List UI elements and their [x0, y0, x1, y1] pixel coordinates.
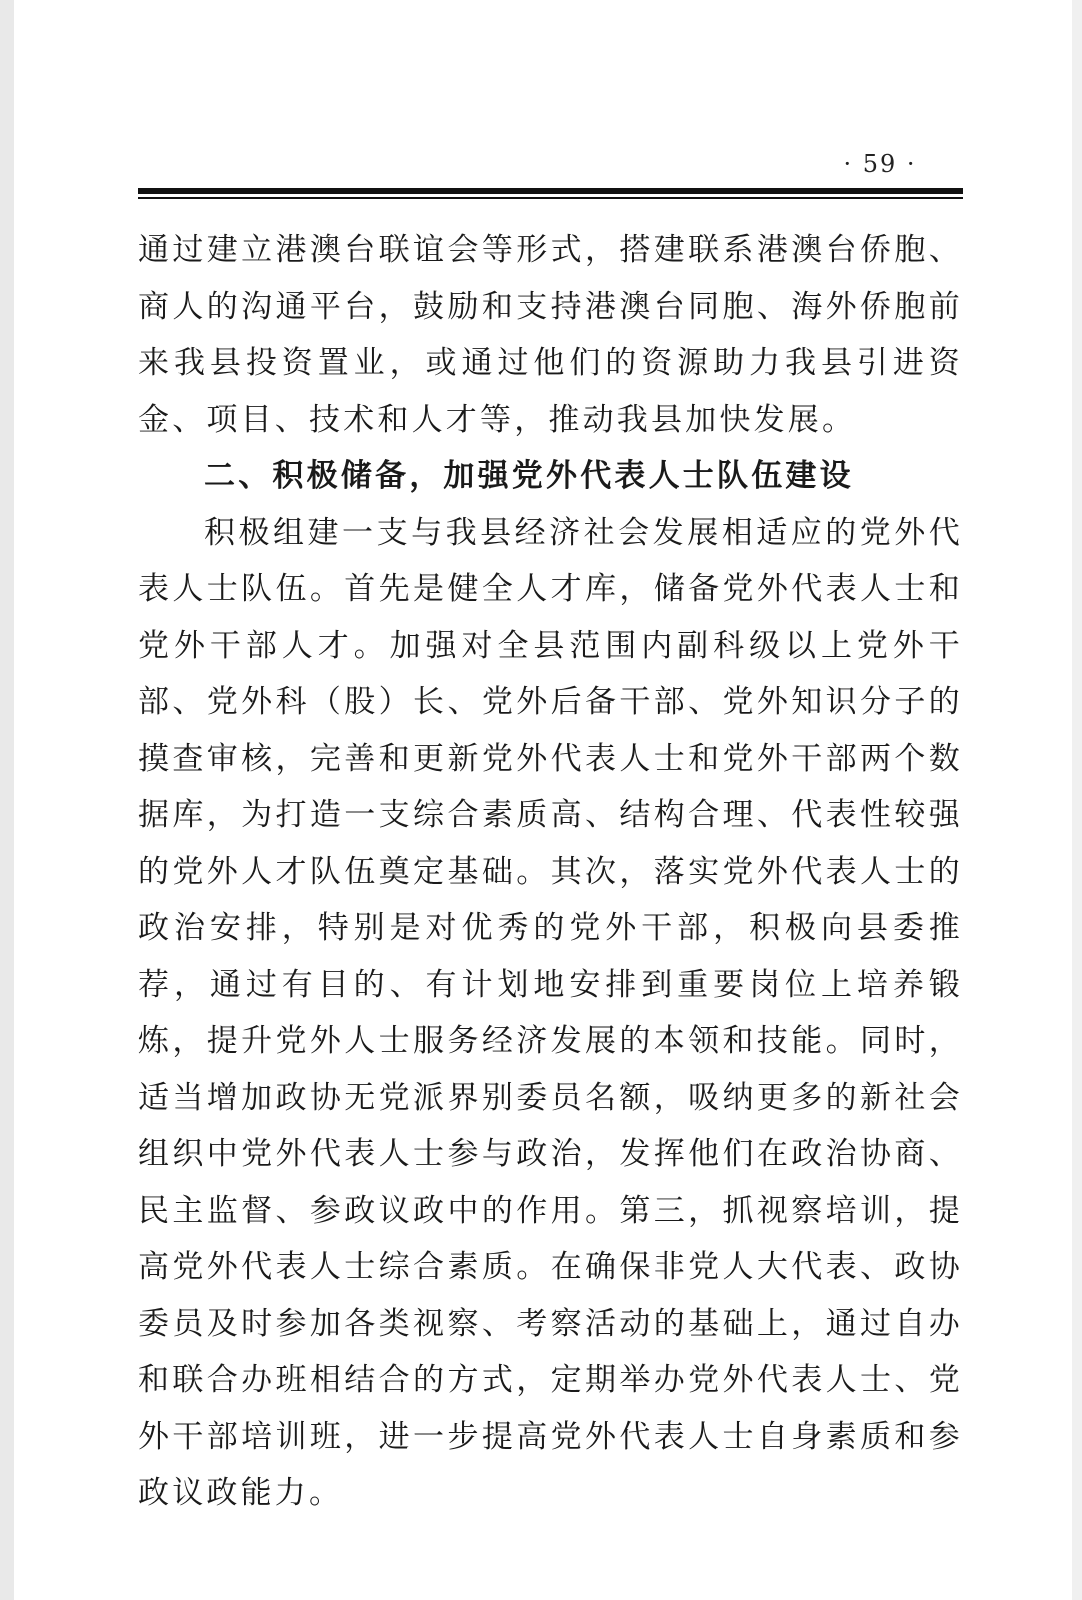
- paragraph-1: 通过建立港澳台联谊会等形式，搭建联系港澳台侨胞、商人的沟通平台，鼓励和支持港澳台同胞、海外侨胞前来我县投资置业，或通过他们的资源助力我县引进资金、项目、技术和人才等，推动我县加快发展。: [138, 232, 963, 438]
- paragraph-2: 积极组建一支与我县经济社会发展相适应的党外代表人士队伍。首先是健全人才库，储备党外代表人士和党外干部人才。加强对全县范围内副科级以上党外干部、党外科（股）长、党外后备干部、党外知识分子的摸查审核，完善和更新党外代表人士和党外干部两个数据库，为打造一支综合素质高、结构合理、代表性较强的党外人才队伍奠定基础。其次，落实党外代表人士的政治安排，特别是对优秀的党外干部，积极向县委推荐，通过有目的、有计划地安排到重要岗位上培养锻炼，提升党外人士服务经济发展的本领和技能。同时，适当增加政协无党派界别委员名额，吸纳更多的新社会组织中党外代表人士参与政治，发挥他们在政治协商、民主监督、参政议政中的作用。第三，抓视察培训，提高党外代表人士综合素质。在确保非党人大代表、政协委员及时参加各类视察、考察活动的基础上，通过自办和联合办班相结合的方式，定期举办党外代表人士、党外干部培训班，进一步提高党外代表人士自身素质和参政议政能力。: [138, 514, 963, 1511]
- header-rule-thin: [138, 197, 963, 199]
- page-edge-left: [0, 0, 14, 1600]
- page-edge-right: [1072, 0, 1082, 1600]
- section-heading: 二、积极储备，加强党外代表人士队伍建设: [204, 458, 854, 494]
- page-number: · 59 ·: [843, 150, 917, 178]
- header-rule-thick: [138, 188, 963, 194]
- text-body: [138, 222, 963, 1522]
